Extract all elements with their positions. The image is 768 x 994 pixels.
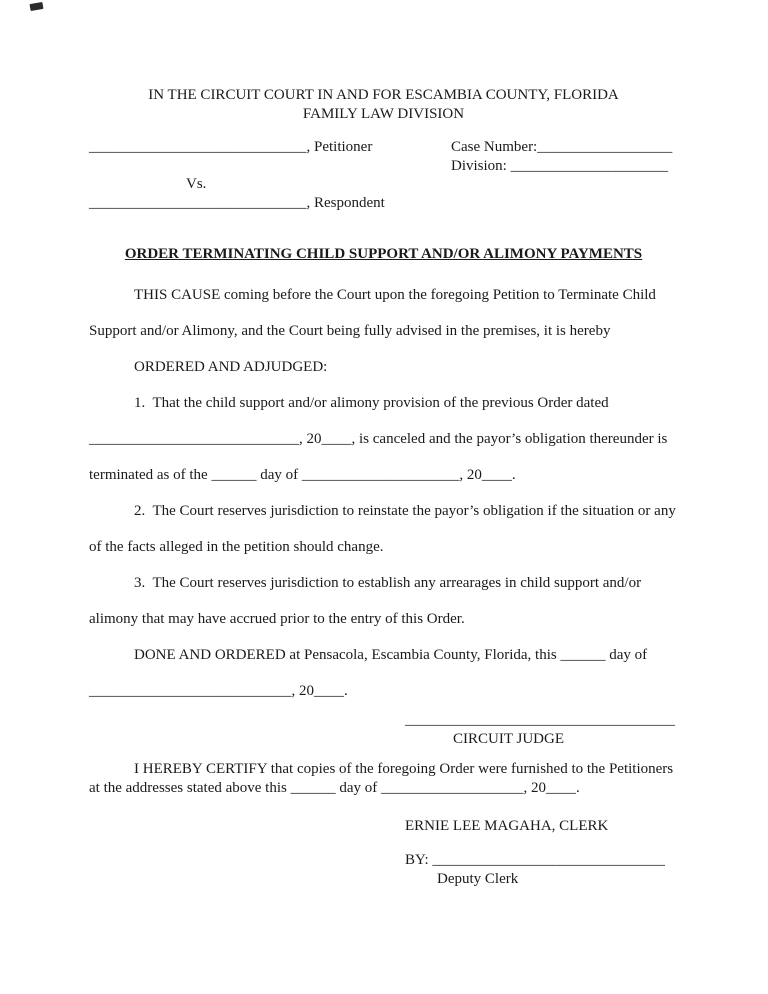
deputy-clerk-label: Deputy Clerk (437, 871, 519, 887)
petitioner-line: _____________________________, Petitioner (89, 139, 373, 155)
done-and-ordered-paragraph: DONE AND ORDERED at Pensacola, Escambia County, Florida, this ______ day of ___________________________, 20____. (89, 647, 651, 699)
court-header (89, 86, 678, 124)
by-signature-line: BY: _______________________________ (405, 852, 665, 868)
case-caption (89, 138, 678, 212)
order-item-1: 1. That the child support and/or alimony provision of the previous Order dated ____________________________, 20____, is canceled and the payor’s obligation thereunder is terminated as of the ______ day of _____________________, 20____. (89, 395, 672, 483)
court-division-line: FAMILY LAW DIVISION (302, 106, 465, 122)
vs-label: Vs. (186, 176, 207, 192)
caption-parties (89, 138, 385, 212)
ordered-adjudged-heading: ORDERED AND ADJUDGED: (134, 359, 328, 375)
order-item-3: 3. The Court reserves jurisdiction to establish any arrearages in child support and/or alimony that may have accrued prior to the entry of this Order. (89, 575, 645, 627)
certificate-of-service: I HEREBY CERTIFY that copies of the foregoing Order were furnished to the Petitioners at the addresses stated above this ______ day of ___________________, 20____. (89, 761, 677, 796)
respondent-line: _____________________________, Respondent (89, 194, 385, 211)
court-name-line: IN THE CIRCUIT COURT IN AND FOR ESCAMBIA COUNTY, FLORIDA (148, 87, 619, 103)
judge-signature-block (405, 711, 678, 749)
circuit-judge-label: CIRCUIT JUDGE (453, 731, 564, 747)
division-field-line: Division: _____________________ (451, 157, 669, 174)
order-body (89, 277, 678, 709)
case-number-line: Case Number:__________________ (451, 139, 673, 155)
document-title: ORDER TERMINATING CHILD SUPPORT AND/OR ALIMONY PAYMENTS (124, 246, 643, 262)
scan-artifact (29, 2, 43, 11)
clerk-name-line: ERNIE LEE MAGAHA, CLERK (405, 818, 609, 834)
judge-signature-line: ____________________________________ (405, 712, 675, 728)
order-item-2: 2. The Court reserves jurisdiction to reinstate the payor’s obligation if the situation or any of the facts alleged in the petition should change. (89, 503, 680, 555)
recital-paragraph: THIS CAUSE coming before the Court upon the foregoing Petition to Terminate Child Support and/or Alimony, and the Court being fully advised in the premises, it is hereby (89, 287, 660, 339)
caption-case-info (451, 138, 678, 212)
